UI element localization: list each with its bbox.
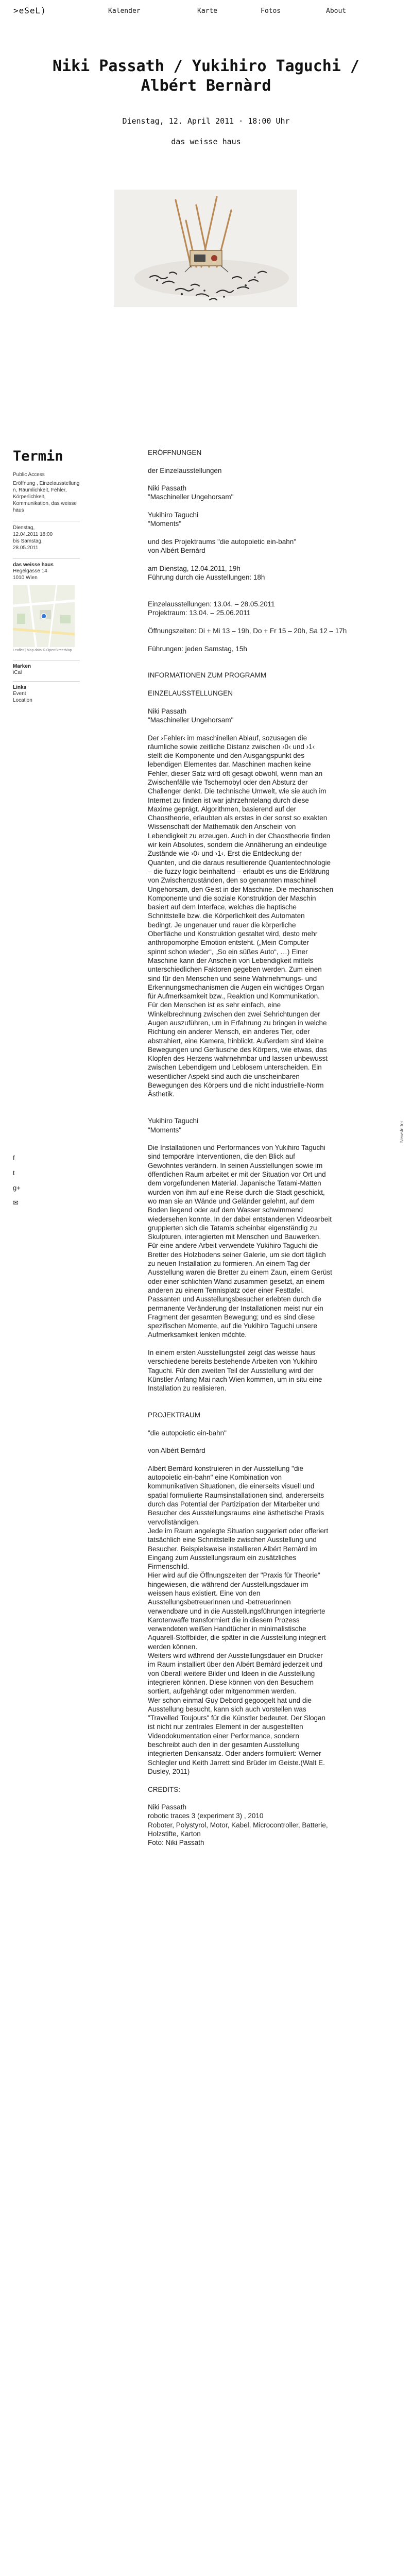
text-line: wiedersehen konnte. In der dabei entstandenen Videoarbeit <box>148 1215 332 1223</box>
text-line: sind temporäre Interventionen, die den Blick auf <box>148 1153 295 1161</box>
text-line: räumliche sowie zeitliche Distanz zwischen ›0‹ und ›1‹ <box>148 742 315 751</box>
esel-logo[interactable]: >eSeL) <box>13 6 46 15</box>
blank-line <box>148 724 364 733</box>
event-dates <box>13 524 80 551</box>
map-tiles <box>13 585 75 647</box>
text-line: spezifischen Momente, auf die Yukihiro Taguchi unsere <box>148 1322 317 1330</box>
blank-line <box>148 1393 364 1401</box>
text-line: Für den Menschen ist es sehr einfach, eine <box>148 1001 281 1009</box>
venue-name-link[interactable]: das weisse haus <box>13 562 54 568</box>
text-line: Maschine kann der Anschein von Lebendigkeit mittels <box>148 956 314 964</box>
blank-line <box>148 1794 364 1803</box>
text-line: Ästhetik. <box>148 1090 175 1098</box>
text-line: Weiters wird während der Ausstellungsdauer ein Drucker <box>148 1652 323 1660</box>
text-line: öffentlichen Raum arbeitet er mit der Situation vor Ort und <box>148 1171 326 1179</box>
text-line: "Moments" <box>148 520 182 528</box>
marken-label: Marken <box>13 664 31 669</box>
blank-line <box>148 1108 364 1116</box>
text-line: Installation zu realisieren. <box>148 1384 227 1393</box>
text-line: Der ›Fehler‹ im maschinellen Ablauf, sozusagen die <box>148 734 307 742</box>
blank-line <box>148 529 364 537</box>
text-line: Klopfen des Herzens wahrnehmbar und lassen unbewusst <box>148 1055 328 1063</box>
text-line: Für eine andere Arbeit verwendete Yukihiro Taguchi die <box>148 1242 318 1250</box>
text-line: durch das Potential der Partizipation der Mitarbeiter und <box>148 1500 320 1509</box>
text-line: Zwischenfälle wie Tschernobyl oder den Absturz der <box>148 778 308 786</box>
text-line: Holzstifte, Karton <box>148 1830 201 1838</box>
text-line: Gewohntes verändern. In seinen Ausstellungen sowie im <box>148 1161 323 1170</box>
text-line: Ausstellungsbetreuerinnen und -betreuerinnen <box>148 1598 291 1606</box>
text-line: Yukihiro Taguchi <box>148 1117 199 1125</box>
text-line: "Maschineller Ungehorsam" <box>148 493 234 501</box>
text-line: Winkelbrechnung zwischen den zwei Sehrichtungen der <box>148 1010 320 1018</box>
text-line: autopoietic ein-bahn" eine Kombination von <box>148 1473 282 1482</box>
text-line: verschiedene bereits bestehende Arbeiten von Yukihiro <box>148 1358 318 1366</box>
text-line: Jede im Raum angelegte Situation suggeriert oder offeriert <box>148 1527 329 1535</box>
page-title <box>0 57 412 96</box>
text-line: ERÖFFNUNGEN <box>148 449 202 456</box>
text-line: Yukihiro Taguchi <box>148 511 199 519</box>
date-line: bis Samstag, <box>13 538 43 544</box>
text-line: anthropomorphe Emotion entsteht. („Mein Computer <box>148 939 309 947</box>
text-line: Taguchi. Für den zweiten Teil der Ausstellung wird der <box>148 1366 314 1375</box>
text-line: stellt die Komponente und den Ausgangspunkt des <box>148 752 304 760</box>
date-line: Dienstag, <box>13 525 35 531</box>
text-line: spinnt schon wieder“, „So ein süßes Auto“, …) Einer <box>148 947 308 956</box>
text-line: Ausstellung waren die Bretter zu einem Zaun, einem Gerüst <box>148 1268 332 1277</box>
text-line: der Einzelausstellungen <box>148 466 222 474</box>
text-line: integrieren können. Diese können von den Besuchern <box>148 1678 314 1686</box>
text-line: verwendbare und in die Ausstellungsführungen integrierte <box>148 1607 325 1615</box>
text-line: permanente Veränderung der Installationen meist nur ein <box>148 1304 323 1312</box>
venue-address <box>13 568 80 581</box>
ical-link[interactable]: iCal <box>13 670 22 675</box>
title-line-2: Albért Bernàrd <box>141 77 271 95</box>
text-line: Passanten und Ausstellungsbesucher erlebten durch die <box>148 1295 321 1303</box>
text-line: dem vorgefundenen Material. Japanische Tatami-Matten <box>148 1179 321 1188</box>
text-line: Eingang zum Ausstellungsraum ein zusätzliches <box>148 1553 297 1562</box>
blank-line <box>148 1419 364 1428</box>
text-line: von Albért Bernàrd <box>148 1447 205 1455</box>
text-line: kommunikativen Situationen, die einerseits visuell und <box>148 1482 315 1490</box>
blank-line <box>148 653 364 662</box>
text-line: ist nicht nur zentrales Element in der ausgestellten <box>148 1723 303 1731</box>
text-line: In einem ersten Ausstellungsteil zeigt das weisse haus <box>148 1348 316 1357</box>
blank-line <box>148 698 364 706</box>
text-line: Besucher des Ausstellungsraums eine ästhetische Praxis <box>148 1509 324 1517</box>
google-plus-icon[interactable]: g+ <box>13 1184 21 1192</box>
nav-about[interactable]: About <box>326 7 347 15</box>
blank-line <box>148 457 364 466</box>
blank-line <box>148 680 364 689</box>
text-line: Internet zu finden ist war jahrzehntelang durch diese <box>148 796 309 804</box>
location-link[interactable]: Location <box>13 698 32 703</box>
blank-line <box>148 1437 364 1446</box>
text-line: Oberfläche und Konstruktion gestaltet wird, desto mehr <box>148 930 318 938</box>
text-line: Fragment der gesamten Bewegung; und es sind diese <box>148 1313 315 1321</box>
text-line: Dusley, 2011) <box>148 1767 190 1775</box>
text-line: oder einer schlichten Wand zusammen gesetzt, an einem <box>148 1277 325 1285</box>
text-line: INFORMATIONEN ZUM PROGRAMM <box>148 671 266 680</box>
text-line: Projektraum: 13.04. – 25.06.2011 <box>148 609 251 617</box>
text-line: unterschiedlichen Faktoren gegeben werden. Zum einen <box>148 965 322 974</box>
text-line: robotic traces 3 (experiment 3) , 2010 <box>148 1812 264 1820</box>
text-line: und des Projektraums "die autopoietic ein-bahn" <box>148 537 297 546</box>
text-line: für Aufmerksamkeit bzw., Reaktion und Kommunikation. <box>148 992 320 1001</box>
robot-installation-illustration <box>114 190 297 307</box>
twitter-icon[interactable]: t <box>13 1169 15 1177</box>
text-line: von überall weitere Bilder und Ideen in die Ausstellung <box>148 1669 315 1677</box>
blank-line <box>148 618 364 626</box>
facebook-icon[interactable]: f <box>13 1154 15 1162</box>
text-line: Albért Bernàrd konstruieren in der Ausstellung "die <box>148 1464 303 1472</box>
text-line: wesentlicher Aspekt sind auch die unscheinbaren <box>148 1072 300 1080</box>
text-line: anderen zu einem Tennisplatz oder einer Festtafel. <box>148 1286 304 1294</box>
text-line: werden können. <box>148 1642 198 1651</box>
text-line: Besucher. Beispielsweise installieren Albért Bernàrd im <box>148 1545 317 1553</box>
title-line-1: Niki Passath / Yukihiro Taguchi / <box>52 57 360 75</box>
event-link[interactable]: Event <box>13 691 26 697</box>
text-line: Künstler Anfang Mai nach Wien kommen, um in situ eine <box>148 1375 322 1383</box>
divider <box>13 558 80 559</box>
text-line: Maxime geprägt. Algorithmen, basierend auf der <box>148 805 297 813</box>
blank-line <box>148 502 364 511</box>
text-line: verwendeten weißen Handtücher in minimalistische <box>148 1625 306 1633</box>
share-icons <box>13 1154 21 1207</box>
text-line: von Albért Bernàrd <box>148 547 205 555</box>
text-line: gruppierten sich die Tatamis scheinbar eigenständig zu <box>148 1224 317 1232</box>
text-line: Wer schon einmal Guy Debord gegoogelt hat und die <box>148 1696 312 1704</box>
email-icon[interactable]: ✉ <box>13 1199 19 1207</box>
text-line: wir kein Absolutes, sondern die Annäherung an eindeutige <box>148 841 327 849</box>
text-line: Challenger denkt. Die technische Umwelt, wie sie auch im <box>148 787 327 795</box>
text-line: integrierten Denkansatz. Oder anders formuliert: Werner <box>148 1750 321 1758</box>
text-line: Komponente und die soziale Konstruktion der Maschin <box>148 894 316 902</box>
text-line: Bewegungen des Körpers und die nicht industrielle-Norm <box>148 1081 324 1090</box>
event-photo <box>114 190 297 307</box>
event-description <box>148 448 364 1848</box>
top-navigation <box>0 0 412 20</box>
map-marker-icon <box>41 614 46 619</box>
text-line: wo man sie an Wände und Geländer gelehnt, auf dem <box>148 1197 315 1205</box>
text-line: CREDITS: <box>148 1785 181 1793</box>
text-line: Wissenschaft der Mathematik den Anschein von <box>148 823 296 831</box>
text-line: hingewiesen, die während der Ausstellungsdauer im <box>148 1580 308 1588</box>
blank-line <box>148 1455 364 1464</box>
text-line: Ausstellung besucht, kann sich auch vorstellen was <box>148 1705 306 1713</box>
event-sidebar <box>13 448 80 704</box>
text-line: Fehler, dieser Satz wird oft gesagt obwohl, wenn man an <box>148 769 323 777</box>
date-line: 28.05.2011 <box>13 545 39 551</box>
text-line: im Raum installiert über den Albért Bernàrd jederzeit und <box>148 1660 323 1669</box>
nav-kalender[interactable]: Kalender <box>108 7 141 15</box>
address-line: Hegelgasse 14 <box>13 568 47 574</box>
blank-line <box>148 582 364 590</box>
event-header <box>0 57 412 146</box>
text-line: – die fuzzy logic beinhaltend – erlaubt es uns die Erklärung <box>148 867 330 875</box>
text-line: abstrahiert, eine Kamera, hinblickt. Außerdem sind kleine <box>148 1037 324 1045</box>
text-line: Führungen: jeden Samstag, 15h <box>148 645 247 653</box>
text-line: sortiert, aufgehängt oder mitgenommen werden. <box>148 1687 297 1696</box>
text-line: Niki Passath <box>148 707 187 715</box>
text-line: sind für den Menschen und seine Wahrnehmungs- und <box>148 974 317 982</box>
text-line: Einzelausstellungen: 13.04. – 28.05.2011 <box>148 600 275 608</box>
text-line: "die autopoietic ein-bahn" <box>148 1429 227 1437</box>
category-tags[interactable]: Eröffnung , Einzelausstellung n, Räumlichkeit, Fehler, Körperlichkeit, Kommunikation, das weisse haus <box>13 481 80 513</box>
text-line: lebendigen Elementes dar. Maschinen machen keine <box>148 760 311 769</box>
event-venue: das weisse haus <box>171 137 241 146</box>
text-line: Niki Passath <box>148 1803 187 1811</box>
text-line: basiert auf dem Interface, welches die haptische <box>148 903 297 911</box>
blank-line <box>148 1340 364 1348</box>
text-line: zu neuen Installation zu formieren. An einem Tag der <box>148 1260 310 1268</box>
blank-line <box>148 475 364 484</box>
text-line: Skulpturen, interagierten mit Menschen und Bauwerken. <box>148 1233 321 1241</box>
text-line: Quanten, und die daraus resultierende Quantentechnologie <box>148 858 331 867</box>
text-line: tatsächlich eine Schnittstelle zwischen Ausstellung und <box>148 1536 317 1544</box>
text-line: Karotenwaffe transformiert die in diesem Prozess <box>148 1616 300 1624</box>
blank-line <box>148 555 364 564</box>
text-line: Richtung ein anderer Mensch, ein anderes Tier, oder <box>148 1028 310 1036</box>
nav-fotos[interactable]: Fotos <box>261 7 281 15</box>
text-line: "Maschineller Ungehorsam" <box>148 716 234 724</box>
text-line: Öffnungszeiten: Di + Mi 13 – 19h, Do + Fr 15 – 20h, Sa 12 – 17h <box>148 626 347 635</box>
newsletter-vertical-tab[interactable]: Newsletter <box>399 1121 404 1143</box>
text-line: Erkennungsmechanismen die Augen ein wichtiges Organ <box>148 983 324 991</box>
text-line: Schlegler und Keith Jarrett sind Brüder im Geiste.(Walt E. <box>148 1758 325 1767</box>
text-line: weissen haus existiert. Eine von den <box>148 1589 261 1597</box>
text-line: spatial formulierte Raumsinstallationen sind, andererseits <box>148 1491 324 1499</box>
text-line: Bretter des Holzbodens seiner Galerie, um sie dort täglich <box>148 1250 326 1259</box>
text-line: wurden von ihm auf eine Reise durch die Stadt geschickt, <box>148 1188 325 1196</box>
text-line: beschreibt auch den in der gesamten Ausstellung <box>148 1741 300 1749</box>
text-line: Lebendigkeit zu erzeugen. Auch in der Chaostheorie finden <box>148 832 331 840</box>
text-line: Foto: Niki Passath <box>148 1839 204 1847</box>
address-line: 1010 Wien <box>13 575 38 581</box>
text-line: Niki Passath <box>148 484 187 493</box>
text-line: "Moments" <box>148 1126 182 1134</box>
text-line: Ungehorsam, den Geist in der Maschine. Die mechanischen <box>148 885 334 893</box>
text-line: Augen auszuführen, um in Erfahrung zu bringen in welche <box>148 1019 327 1027</box>
location-map[interactable] <box>13 585 75 647</box>
text-line: EINZELAUSSTELLUNGEN <box>148 689 233 698</box>
blank-line <box>148 591 364 600</box>
blank-line <box>148 1776 364 1785</box>
text-line: Chaostheorie, erlaubten als erstes in der sonst so exakten <box>148 814 328 822</box>
blank-line <box>148 1134 364 1143</box>
sidebar-heading: Termin <box>13 448 63 464</box>
text-line: am Dienstag, 12.04.2011, 19h <box>148 564 241 572</box>
divider <box>13 681 80 682</box>
nav-karte[interactable]: Karte <box>197 7 218 15</box>
text-line: Firmenschild. <box>148 1563 190 1571</box>
text-line: Bewegungen und Geräusche des Körpers, wie etwas, das <box>148 1045 327 1054</box>
event-datetime: Dienstag, 12. April 2011 · 18:00 Uhr <box>122 116 290 126</box>
map-credit[interactable]: Leaflet | Map data © OpenStreetMap <box>13 649 72 652</box>
text-line: Videodokumentation einer Performance, sondern <box>148 1732 299 1740</box>
text-line: Die Installationen und Performances von Yukihiro Taguchi <box>148 1144 325 1152</box>
text-line: vervollständigen. <box>148 1518 200 1526</box>
text-line: zwischen Lebendigem und Leblosem unterscheiden. Ein <box>148 1063 322 1072</box>
links-label: Links <box>13 685 27 690</box>
text-line: "Travelled Toujours" für die Künstler bedeutet. Der Slogan <box>148 1714 326 1722</box>
text-line: Hier wird auf die Öffnungszeiten der "Praxis für Theorie" <box>148 1571 320 1580</box>
blank-line <box>148 1099 364 1108</box>
category-label[interactable]: Public Access <box>13 472 45 478</box>
blank-line <box>148 635 364 644</box>
blank-line <box>148 662 364 671</box>
text-line: Zustände wie ›0‹ und ›1‹. Erst die Entdeckung der <box>148 850 302 858</box>
text-line: Schnittstelle bzw. die Körperlichkeit des Automaten <box>148 912 305 920</box>
text-line: von Zwischenzuständen, den so genannten maschinell <box>148 876 317 885</box>
text-line: PROJEKTRAUM <box>148 1411 201 1419</box>
text-line: Führung durch die Ausstellungen: 18h <box>148 573 265 582</box>
text-line: bedingt. Je ungenauer und rauer die körperliche <box>148 921 296 929</box>
text-line: Aquarell-Stoffbilder, die später in die Ausstellung integriert <box>148 1634 326 1642</box>
date-line: 12.04.2011 18:00 <box>13 532 53 537</box>
text-line: Aufmerksamkeit lenken möchte. <box>148 1331 247 1339</box>
blank-line <box>148 1402 364 1411</box>
text-line: Boden liegend oder auf dem Wasser schwimmend <box>148 1206 303 1214</box>
text-line: Roboter, Polystyrol, Motor, Kabel, Microcontroller, Batterie, <box>148 1821 328 1829</box>
